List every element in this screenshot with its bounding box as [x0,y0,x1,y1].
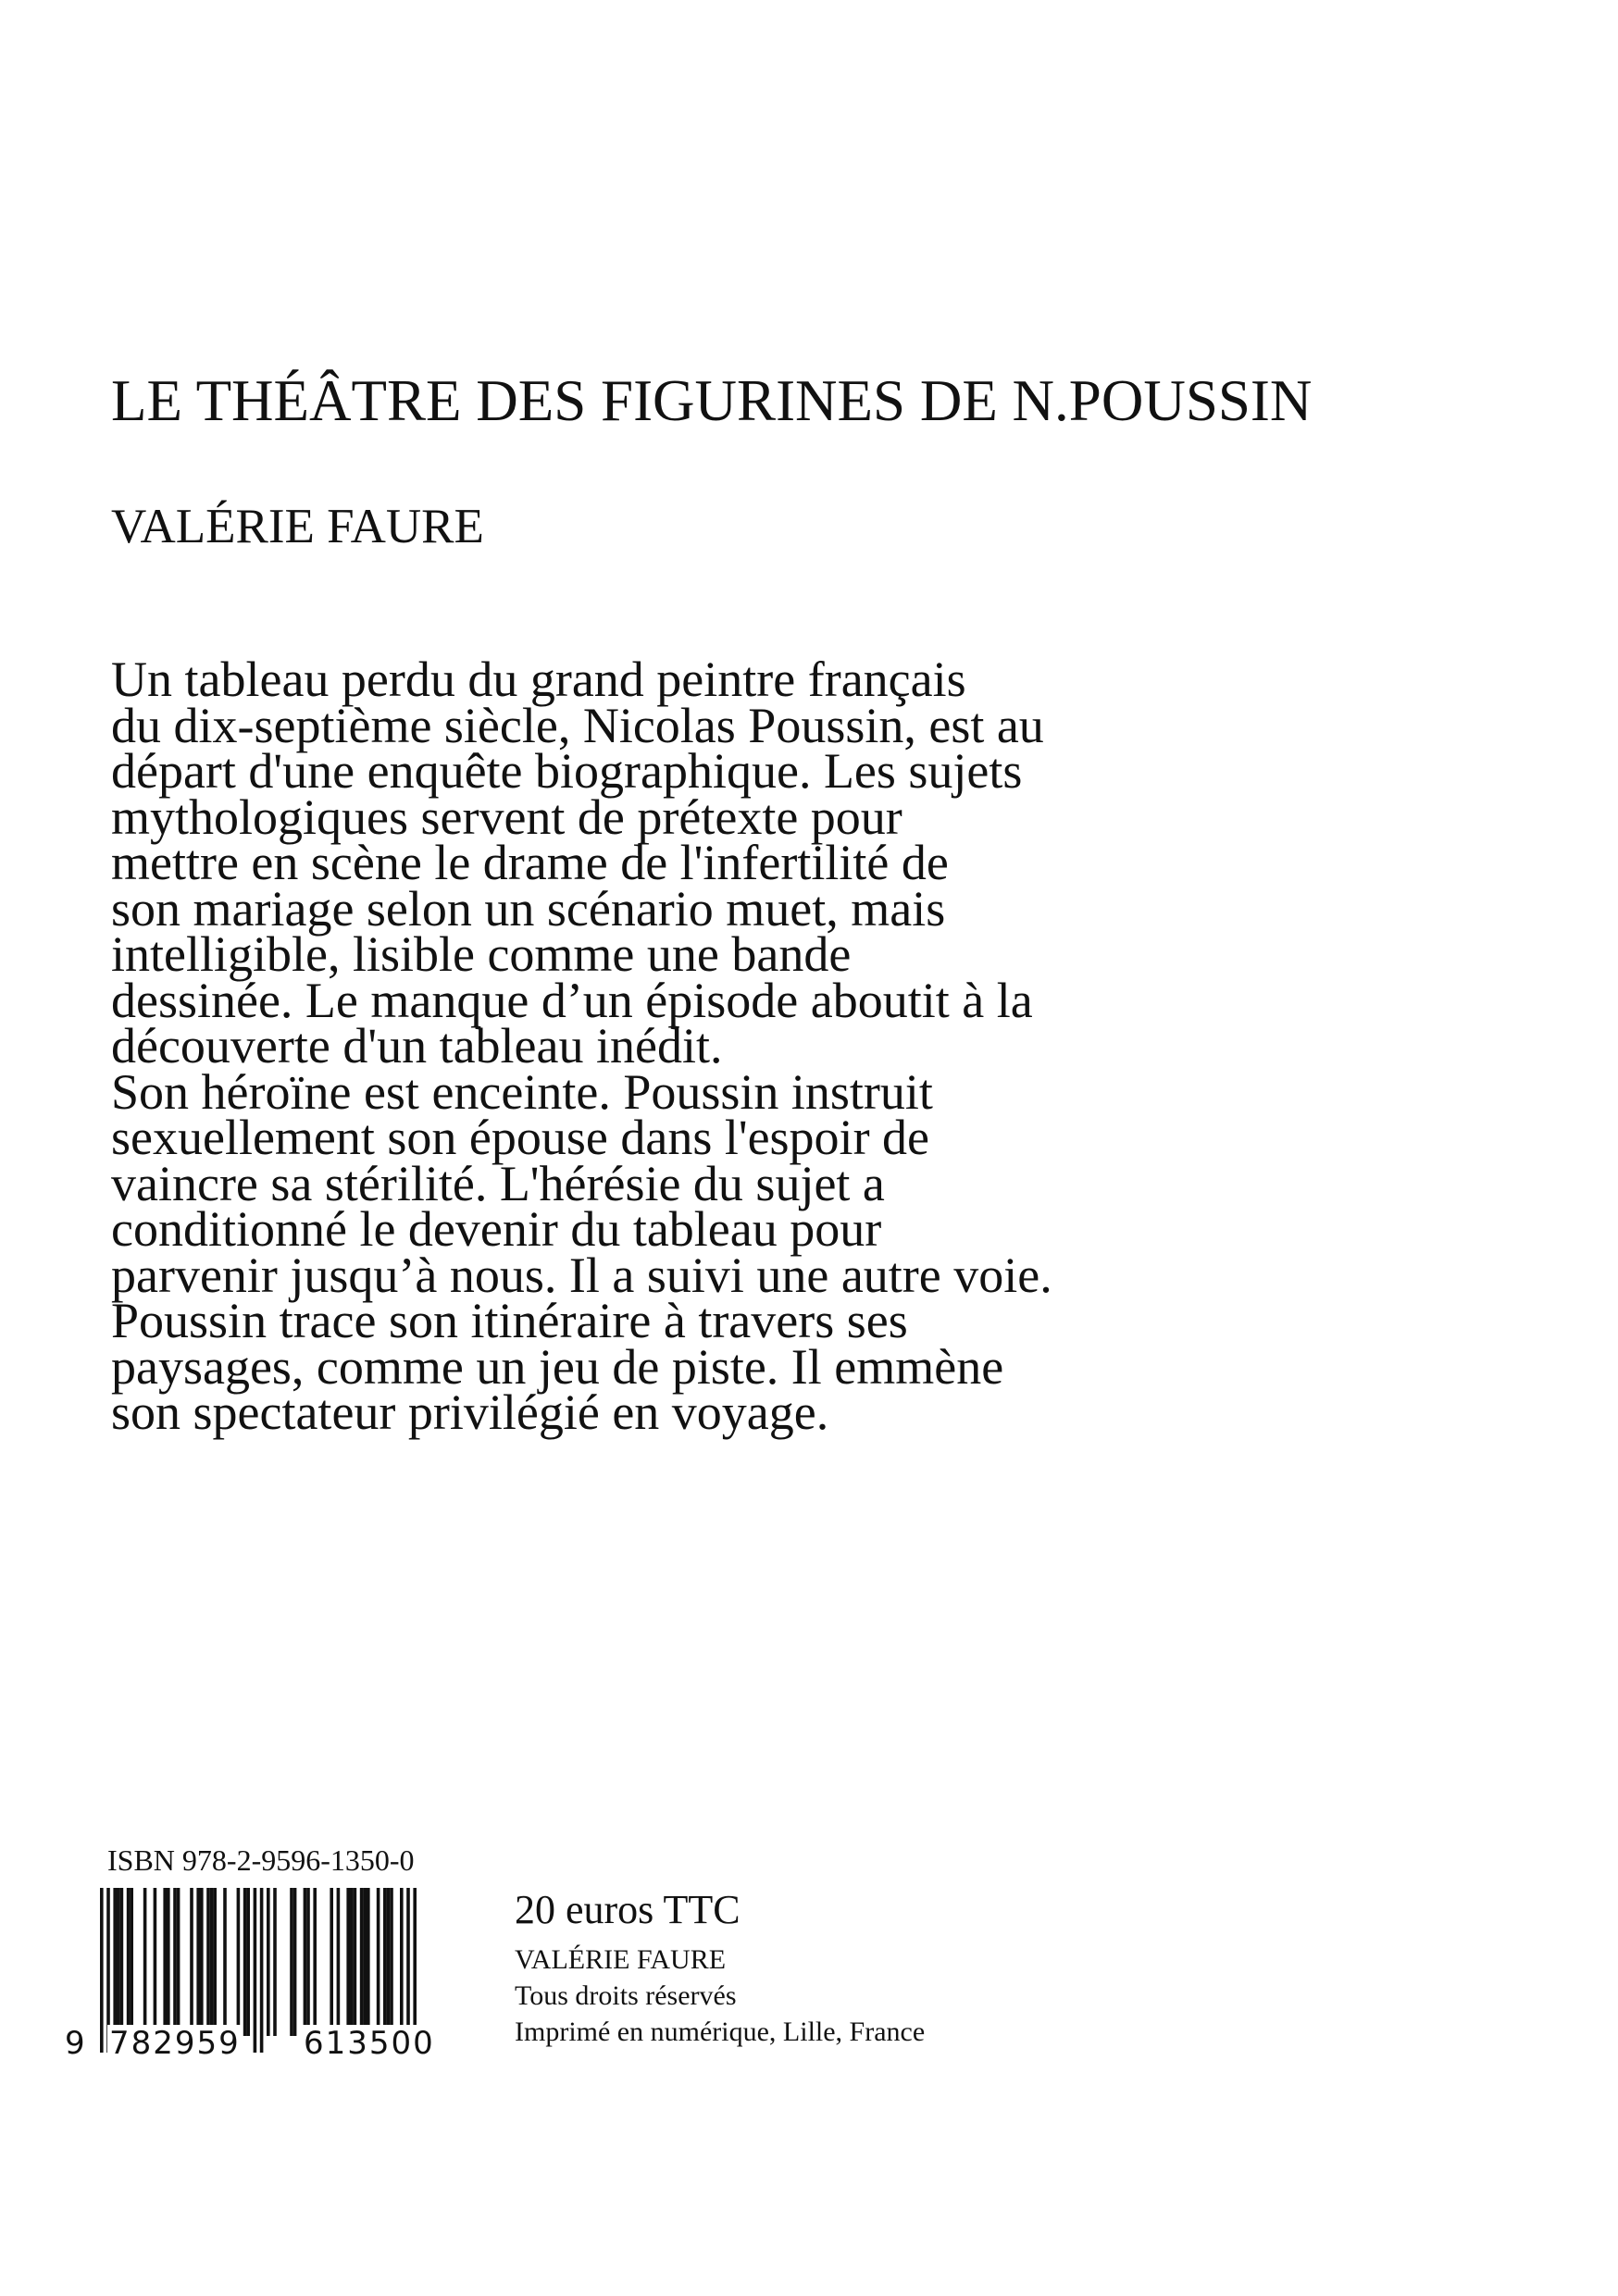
barcode-digit-first: 9 [65,2025,85,2062]
barcode-bar [190,1888,193,2036]
barcode-bar [154,1888,157,2036]
summary-line: du dix-septième siècle, Nicolas Poussin, est au [111,697,1044,753]
rights-notice: Tous droits réservés [515,1980,737,2011]
barcode-bar [223,1888,227,2036]
summary-line: dessinée. Le manque d’un épisode aboutit à la [111,972,1033,1028]
barcode-bar [206,1888,210,2036]
barcode-bar [273,1888,277,2036]
barcode-bar [173,1888,177,2036]
barcode-bar [354,1888,357,2036]
book-title: LE THÉÂTRE DES FIGURINES DE N.POUSSIN [111,368,1313,433]
summary-line: son mariage selon un scénario muet, mais [111,880,946,937]
summary-line: Un tableau perdu du grand peintre français [111,652,966,707]
barcode-bar [330,1888,333,2036]
summary-line: paysages, comme un jeu de piste. Il emmène [111,1338,1004,1395]
summary-line: mettre en scène le drame de l'infertilité de [111,835,949,890]
summary-line: sexuellement son épouse dans l'espoir de [111,1110,930,1165]
barcode-bar [113,1888,117,2036]
summary-line: Son héroïne est enceinte. Poussin instruit [111,1063,933,1120]
barcode-bar [163,1888,167,2036]
barcode-bar [350,1888,354,2036]
barcode-bar [246,1888,250,2036]
barcode-digits [63,2025,461,2062]
printing-notice: Imprimé en numérique, Lille, France [515,2017,926,2047]
summary-line: conditionné le devenir du tableau pour [111,1201,882,1257]
summary-line: mythologiques servent de prétexte pour [111,788,902,845]
barcode-bar [127,1888,131,2036]
barcode-bar [367,1888,370,2036]
barcode-bar [237,1888,241,2036]
summary-text [111,652,1407,1440]
barcode-bar [313,1888,317,2036]
publisher-name: VALÉRIE FAURE [515,1944,727,1975]
isbn-label: ISBN 978-2-9596-1350-0 [107,1843,415,1877]
barcode-bar [363,1888,367,2036]
barcode-bar [400,1888,404,2036]
barcode-bar [383,1888,387,2036]
barcode-bar [120,1888,124,2036]
barcode-bar [390,1888,393,2036]
barcode-bar [337,1888,341,2036]
barcode-bar [130,1888,133,2036]
barcode-digits-left: 782959 [109,2025,241,2062]
barcode-bar [346,1888,350,2036]
summary-line: découverte d'un tableau inédit. [111,1018,723,1074]
barcode-bar [360,1888,364,2036]
barcode-bar [304,1888,307,2036]
barcode-bar [377,1888,380,2036]
summary-line: vaincre sa stérilité. L'hérésie du sujet a [111,1155,885,1211]
barcode-bar [177,1888,180,2036]
author-name: VALÉRIE FAURE [111,500,484,553]
barcode-digits-right: 613500 [304,2025,435,2062]
barcode-bar [213,1888,217,2036]
barcode-bar [387,1888,391,2036]
barcode-bar [243,1888,247,2036]
barcode-bar [210,1888,214,2036]
barcode-bar [200,1888,204,2036]
summary-line: parvenir jusqu’à nous. Il a suivi une autre voie. [111,1247,1052,1303]
price: 20 euros TTC [515,1887,741,1932]
imprint-block [515,1942,925,2050]
summary-line: son spectateur privilégié en voyage. [111,1384,829,1440]
barcode-bar [290,1888,293,2036]
barcode-bar [167,1888,170,2036]
summary-line: Poussin trace son itinéraire à travers ses [111,1293,908,1348]
barcode-bar [143,1888,147,2036]
barcode-bar [293,1888,297,2036]
barcode-bar [117,1888,120,2036]
barcode-bar [267,1888,270,2036]
barcode-bar [196,1888,200,2036]
barcode-bar [306,1888,310,2036]
summary-line: départ d'une enquête biographique. Les sujets [111,743,1023,799]
summary-line: intelligible, lisible comme une bande [111,926,852,982]
